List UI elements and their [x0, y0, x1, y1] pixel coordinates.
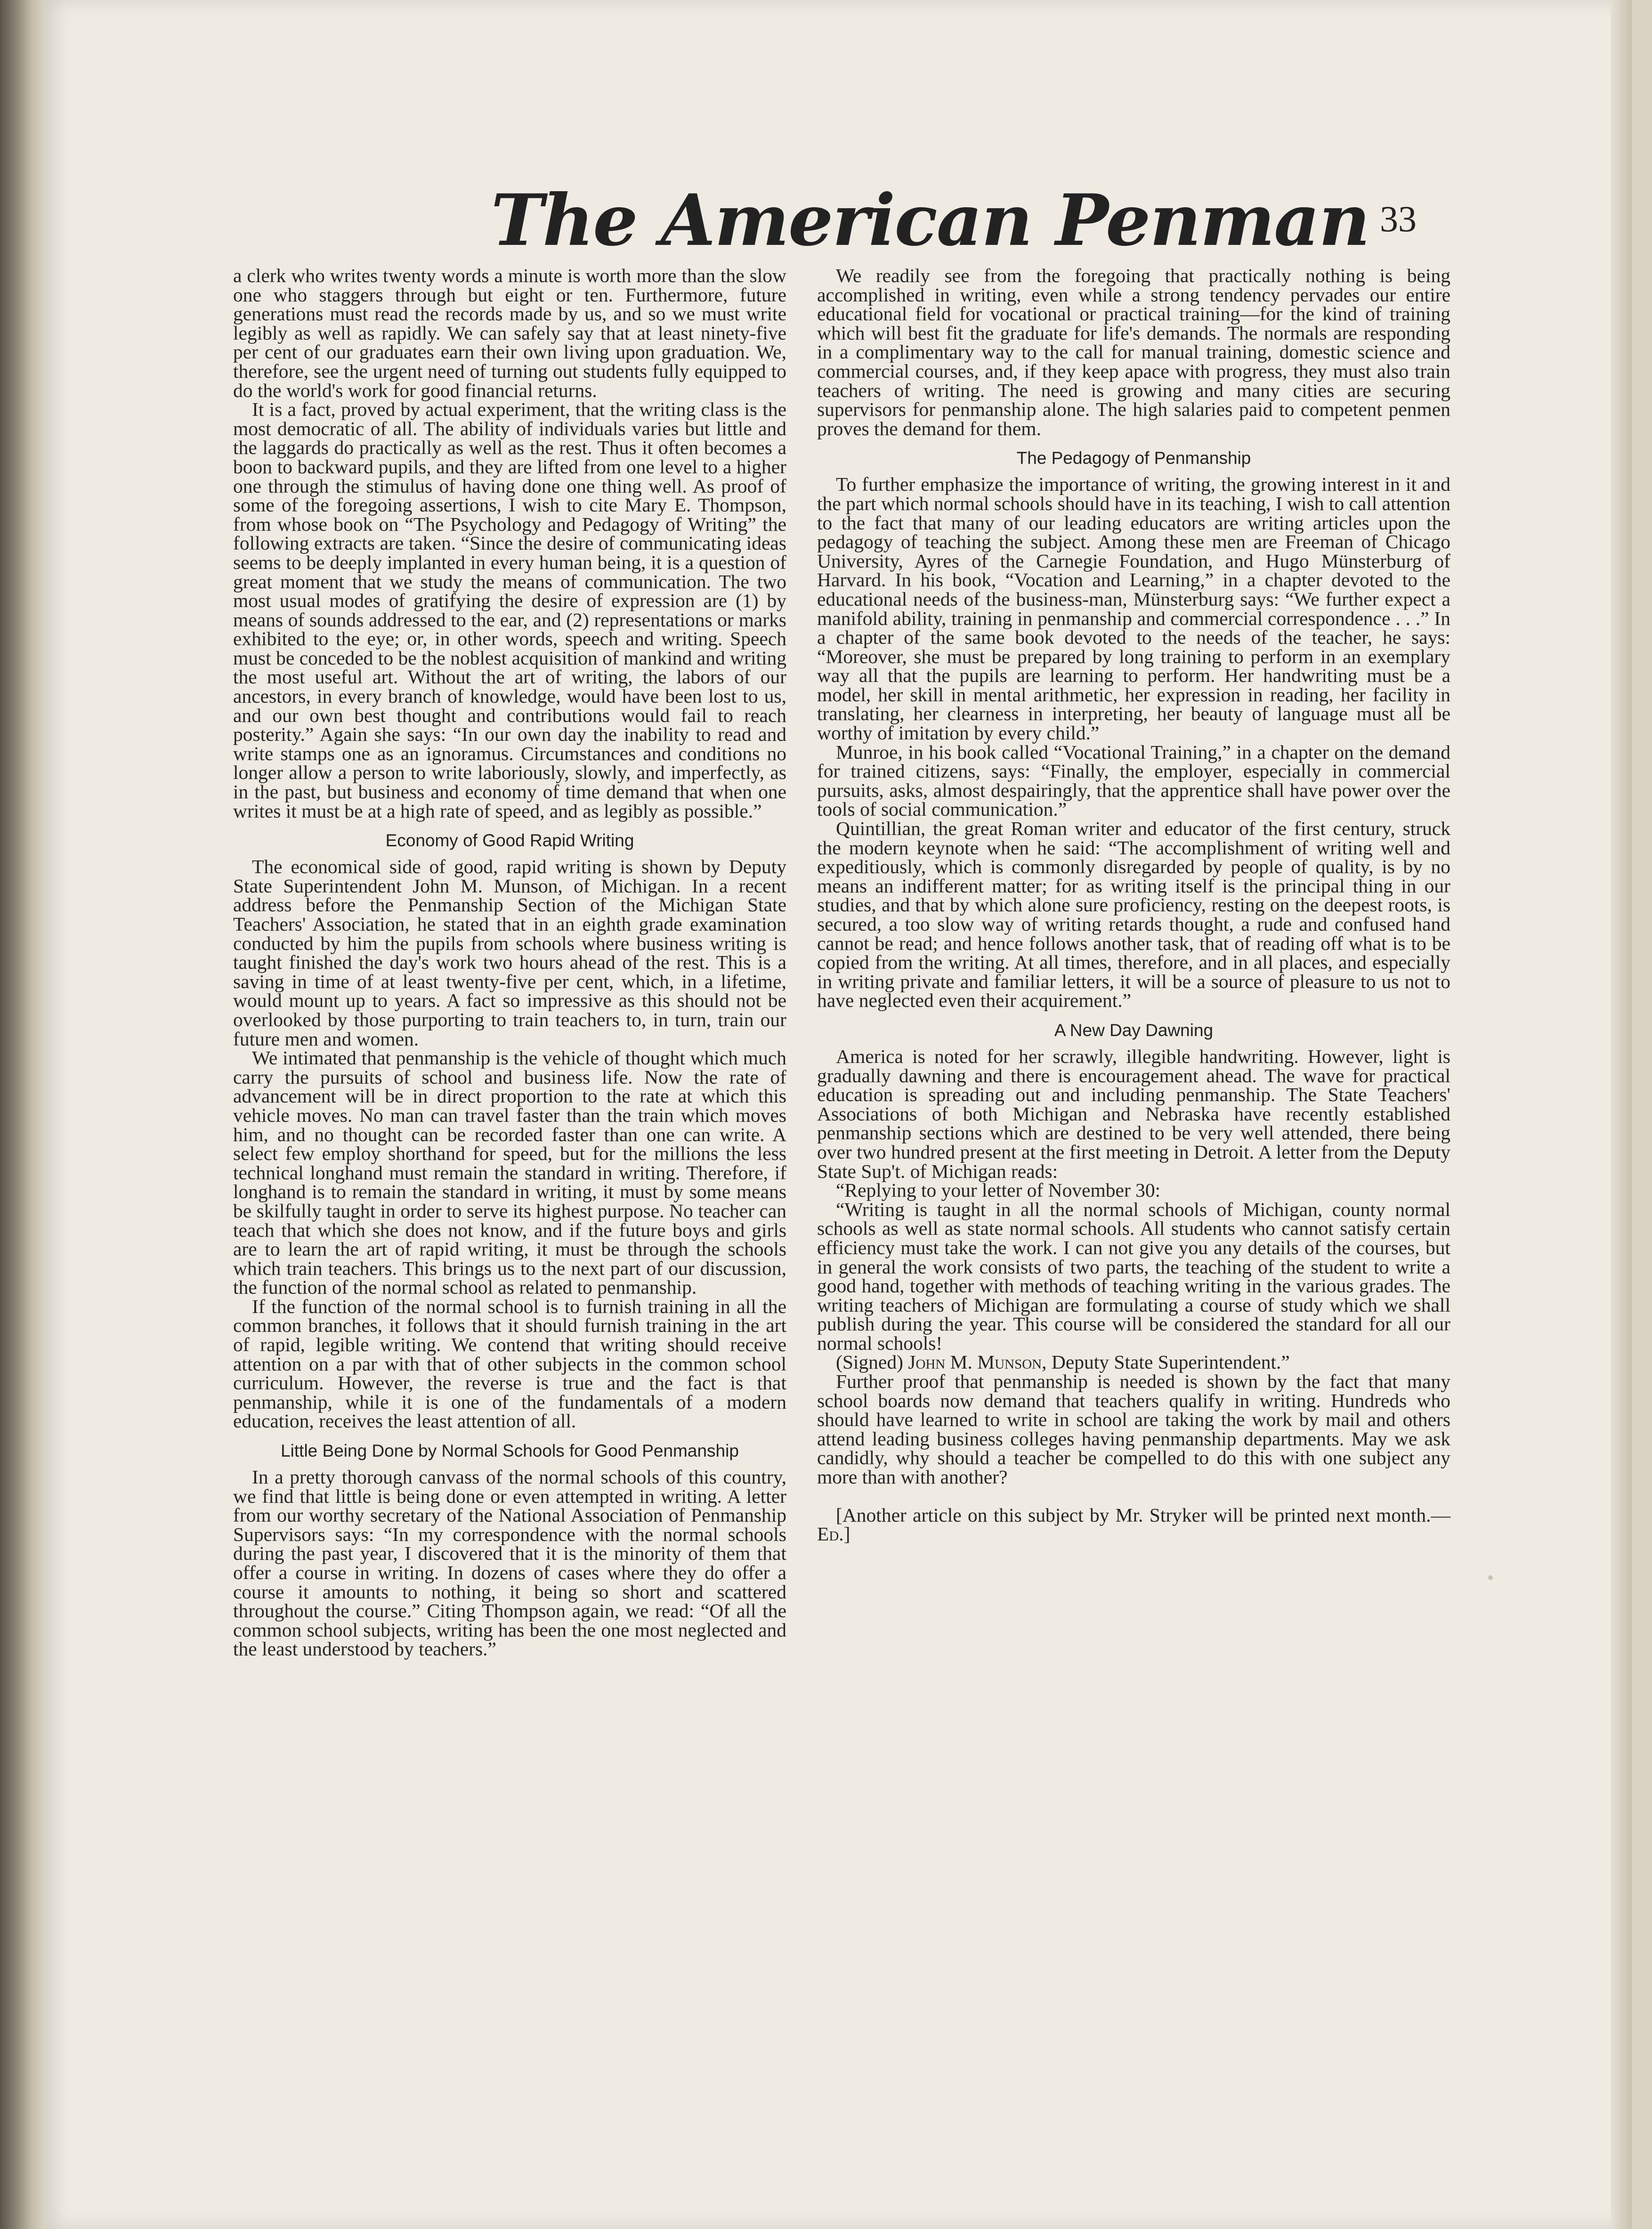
paragraph: America is noted for her scrawly, illegible handwriting. However, light is gradually dawning and there is encouragement ahead. The wave for practical education is spreading out and including penmanship. The State Teachers' Associations of both Michigan and Nebraska have recently established penmanship sections which are destined to be very well attended, there being over two hundred present at the first meeting in Detroit. A letter from the Deputy State Sup't. of Michigan reads: [817, 1045, 1450, 1182]
paragraph: If the function of the normal school is to furnish training in all the common branches, it follows that it should furnish training in the art of rapid, legible writing. We contend that writing should receive attention on a par with that of other subjects in the common school curriculum. However, the reverse is true and the fact is that penmanship, while it is one of the fundamentals of a modern education, receives the least attention of all. [233, 1295, 786, 1432]
paragraph: “Replying to your letter of November 30: [836, 1179, 1161, 1201]
paragraph: In a pretty thorough canvass of the normal schools of this country, we find that little is being done or even attempted in writing. A letter from our worthy secretary of the National Association of Penmanship Supervisors says: “In my correspondence with the normal schools during the past year, I discovered that it is the minority of them that offer a course in writing. In dozens of cases where they do offer a course it amounts to nothing, it being so short and scattered throughout the course.” Citing Thompson again, we read: “Of all the common school subjects, writing has been the one most neglected and the least understood by teachers.” [233, 1466, 786, 1660]
section-heading: The Pedagogy of Penmanship [1016, 448, 1251, 468]
signature-line [817, 1353, 1450, 1372]
paragraph: “Writing is taught in all the normal schools of Michigan, county normal schools as well as state normal schools. All students who cannot satisfy certain efficiency must take the work. I can not give you any details of the courses, but in general the work consists of two parts, the teaching of the student to write a good hand, together with methods of teaching writing in the various grades. The writing teachers of Michigan are formulating a course of study which we shall publish during the year. This course will be considered the standard for all our normal schools! [817, 1198, 1450, 1354]
right-column [817, 266, 1450, 1544]
left-column [233, 266, 786, 1659]
section-heading: Economy of Good Rapid Writing [385, 831, 634, 851]
section-heading: Little Being Done by Normal Schools for Good Penmanship [281, 1441, 739, 1461]
paragraph: a clerk who writes twenty words a minute is worth more than the slow one who staggers through but eight or ten. Furthermore, future generations must read the records made by us, and so we must write legibly as well as rapidly. We can safely say that at least ninety-five per cent of our graduates earn their own living upon graduation. We, therefore, see the urgent need of turning out students fully equipped to do the world's work for good financial returns. [233, 265, 786, 401]
page-speck [1488, 1575, 1493, 1580]
paragraph: The economical side of good, rapid writing is shown by Deputy State Superintendent John M. Munson, of Michigan. In a recent address before the Penmanship Section of the Michigan State Teachers' Association, he stated that in an eighth grade examination conducted by him the pupils from schools where business writing is taught finished the day's work two hours ahead of the rest. This is a saving in time of at least twenty-five per cent, which, in a lifetime, would mount up to years. A fact so impressive as this should not be overlooked by those purporting to train teachers to, in turn, train our future men and women. [233, 856, 786, 1050]
paragraph: Further proof that penmanship is needed is shown by the fact that many school boards now demand that teachers qualify in writing. Hundreds who should have learned to write in school are taking the work by mail and others attend leading business colleges having penmanship departments. May we ask candidly, why should a teacher be compelled to do this with one subject any more than with another? [817, 1370, 1450, 1488]
editor-note [817, 1506, 1450, 1544]
book-binding-shadow [0, 0, 45, 2229]
editor-note-text: [Another article on this subject by Mr. Stryker will be printed next month.— [836, 1504, 1450, 1526]
signature-name: John M. Munson, [908, 1351, 1047, 1373]
paragraph: We readily see from the foregoing that practically nothing is being accomplished in writing, even while a strong tendency pervades our entire educational field for vocational or practical training—for the kind of training which will best fit the graduate for life's demands. The normals are responding in a complimentary way to the call for manual training, domestic science and commercial courses, and, if they keep apace with progress, they must also train teachers of writing. The need is growing and many cities are securing supervisors for penmanship alone. The high salaries paid to competent penmen proves the demand for them. [817, 265, 1450, 439]
paragraph: Quintillian, the great Roman writer and educator of the first century, struck the modern keynote when he said: “The accomplishment of writing well and expeditiously, which is commonly disregarded by people of quality, is by no means an indifferent matter; for as writing itself is the principal thing in our studies, and that by which alone sure proficiency, resting on the deepest roots, is secured, a too slow way of writing retards thought, a rude and confused hand cannot be read; and hence follows another task, that of reading off what is to be copied from the writing. At all times, therefore, and in all places, and especially in writing private and familiar letters, it will be a source of pleasure to us not to have neglected even their acquirement.” [817, 818, 1450, 1012]
signature-prefix: (Signed) [836, 1351, 908, 1373]
paragraph: We intimated that penmanship is the vehicle of thought which much carry the pursuits of school and business life. Now the rate of advancement will be in direct proportion to the rate at which this vehicle moves. No man can travel faster than the train which moves him, and no thought can be recorded faster than one can write. A select few employ shorthand for speed, but for the millions the less technical longhand must remain the standard in writing. Therefore, if longhand is to remain the standard in writing, it must by some means be skilfully taught in order to serve its highest purpose. No teacher can teach that which she does not know, and if the future boys and girls are to learn the art of rapid writing, it must be through the schools which train teachers. This brings us to the next part of our discussion, the function of the normal school as related to penmanship. [233, 1047, 786, 1298]
editor-abbrev: Ed. [817, 1523, 844, 1545]
section-heading: A New Day Dawning [1054, 1020, 1214, 1040]
paragraph: To further emphasize the importance of writing, the growing interest in it and the part which normal schools should have in its teaching, I wish to call attention to the fact that many of our leading educators are writing articles upon the pedagogy of teaching the subject. Among these men are Freeman of Chicago University, Ayres of the Carnegie Foundation, and Hugo Münsterburg of Harvard. In his book, “Vocation and Learning,” in a chapter devoted to the educational needs of the business-man, Münsterburg says: “We further expect a manifold ability, training in penmanship and commercial correspondence . . .” In a chapter of the same book devoted to the needs of the teacher, he says: “Moreover, she must be prepared by long training to perform in an exemplary way all that the pupils are learning to perform. Her handwriting must be a model, her skill in mental arithmetic, her expression in reading, her facility in translating, her clearness in interpreting, her beauty of language must all be worthy of imitation by every child.” [817, 473, 1451, 744]
masthead-title: The American Penman [491, 179, 1369, 262]
editor-note-end: ] [843, 1523, 850, 1545]
signature-title: Deputy State Superintendent.” [1046, 1351, 1290, 1373]
page-number: 33 [1380, 198, 1417, 239]
paragraph: It is a fact, proved by actual experiment, that the writing class is the most democratic of all. The ability of individuals varies but little and the laggards do practically as well as the rest. Thus it often becomes a boon to backward pupils, and they are lifted from one level to a higher one through the stimulus of having done one thing well. As proof of some of the foregoing assertions, I wish to cite Mary E. Thompson, from whose book on “The Psychology and Pedagogy of Writing” the following extracts are taken. “Since the desire of communicating ideas seems to be deeply implanted in every human being, it is a question of great moment that we study the means of communication. The two most usual modes of gratifying the desire of expression are (1) by means of sounds addressed to the ear, and (2) representations or marks exhibited to the eye; or, in other words, speech and writing. Speech must be conceded to be the noblest acquisition of mankind and writing the most useful art. Without the art of writing, the labors of our ancestors, in every branch of knowledge, would have been lost to us, and our own best thought and contributions would fail to reach posterity.” Again she says: “In our own day the inability to read and write stamps one as an ignoramus. Circumstances and conditions no longer allow a person to write laboriously, slowly, and imperfectly, as in the past, but business and economy of time demand that when one writes it must be at a high rate of speed, and as legibly as possible.” [233, 398, 786, 822]
paragraph: Munroe, in his book called “Vocational Training,” in a chapter on the demand for trained citizens, says: “Finally, the employer, especially in commercial pursuits, asks, almost despairingly, that the apprentice shall have power over the tools of social communication.” [817, 741, 1450, 820]
page-edge [1611, 0, 1632, 2229]
